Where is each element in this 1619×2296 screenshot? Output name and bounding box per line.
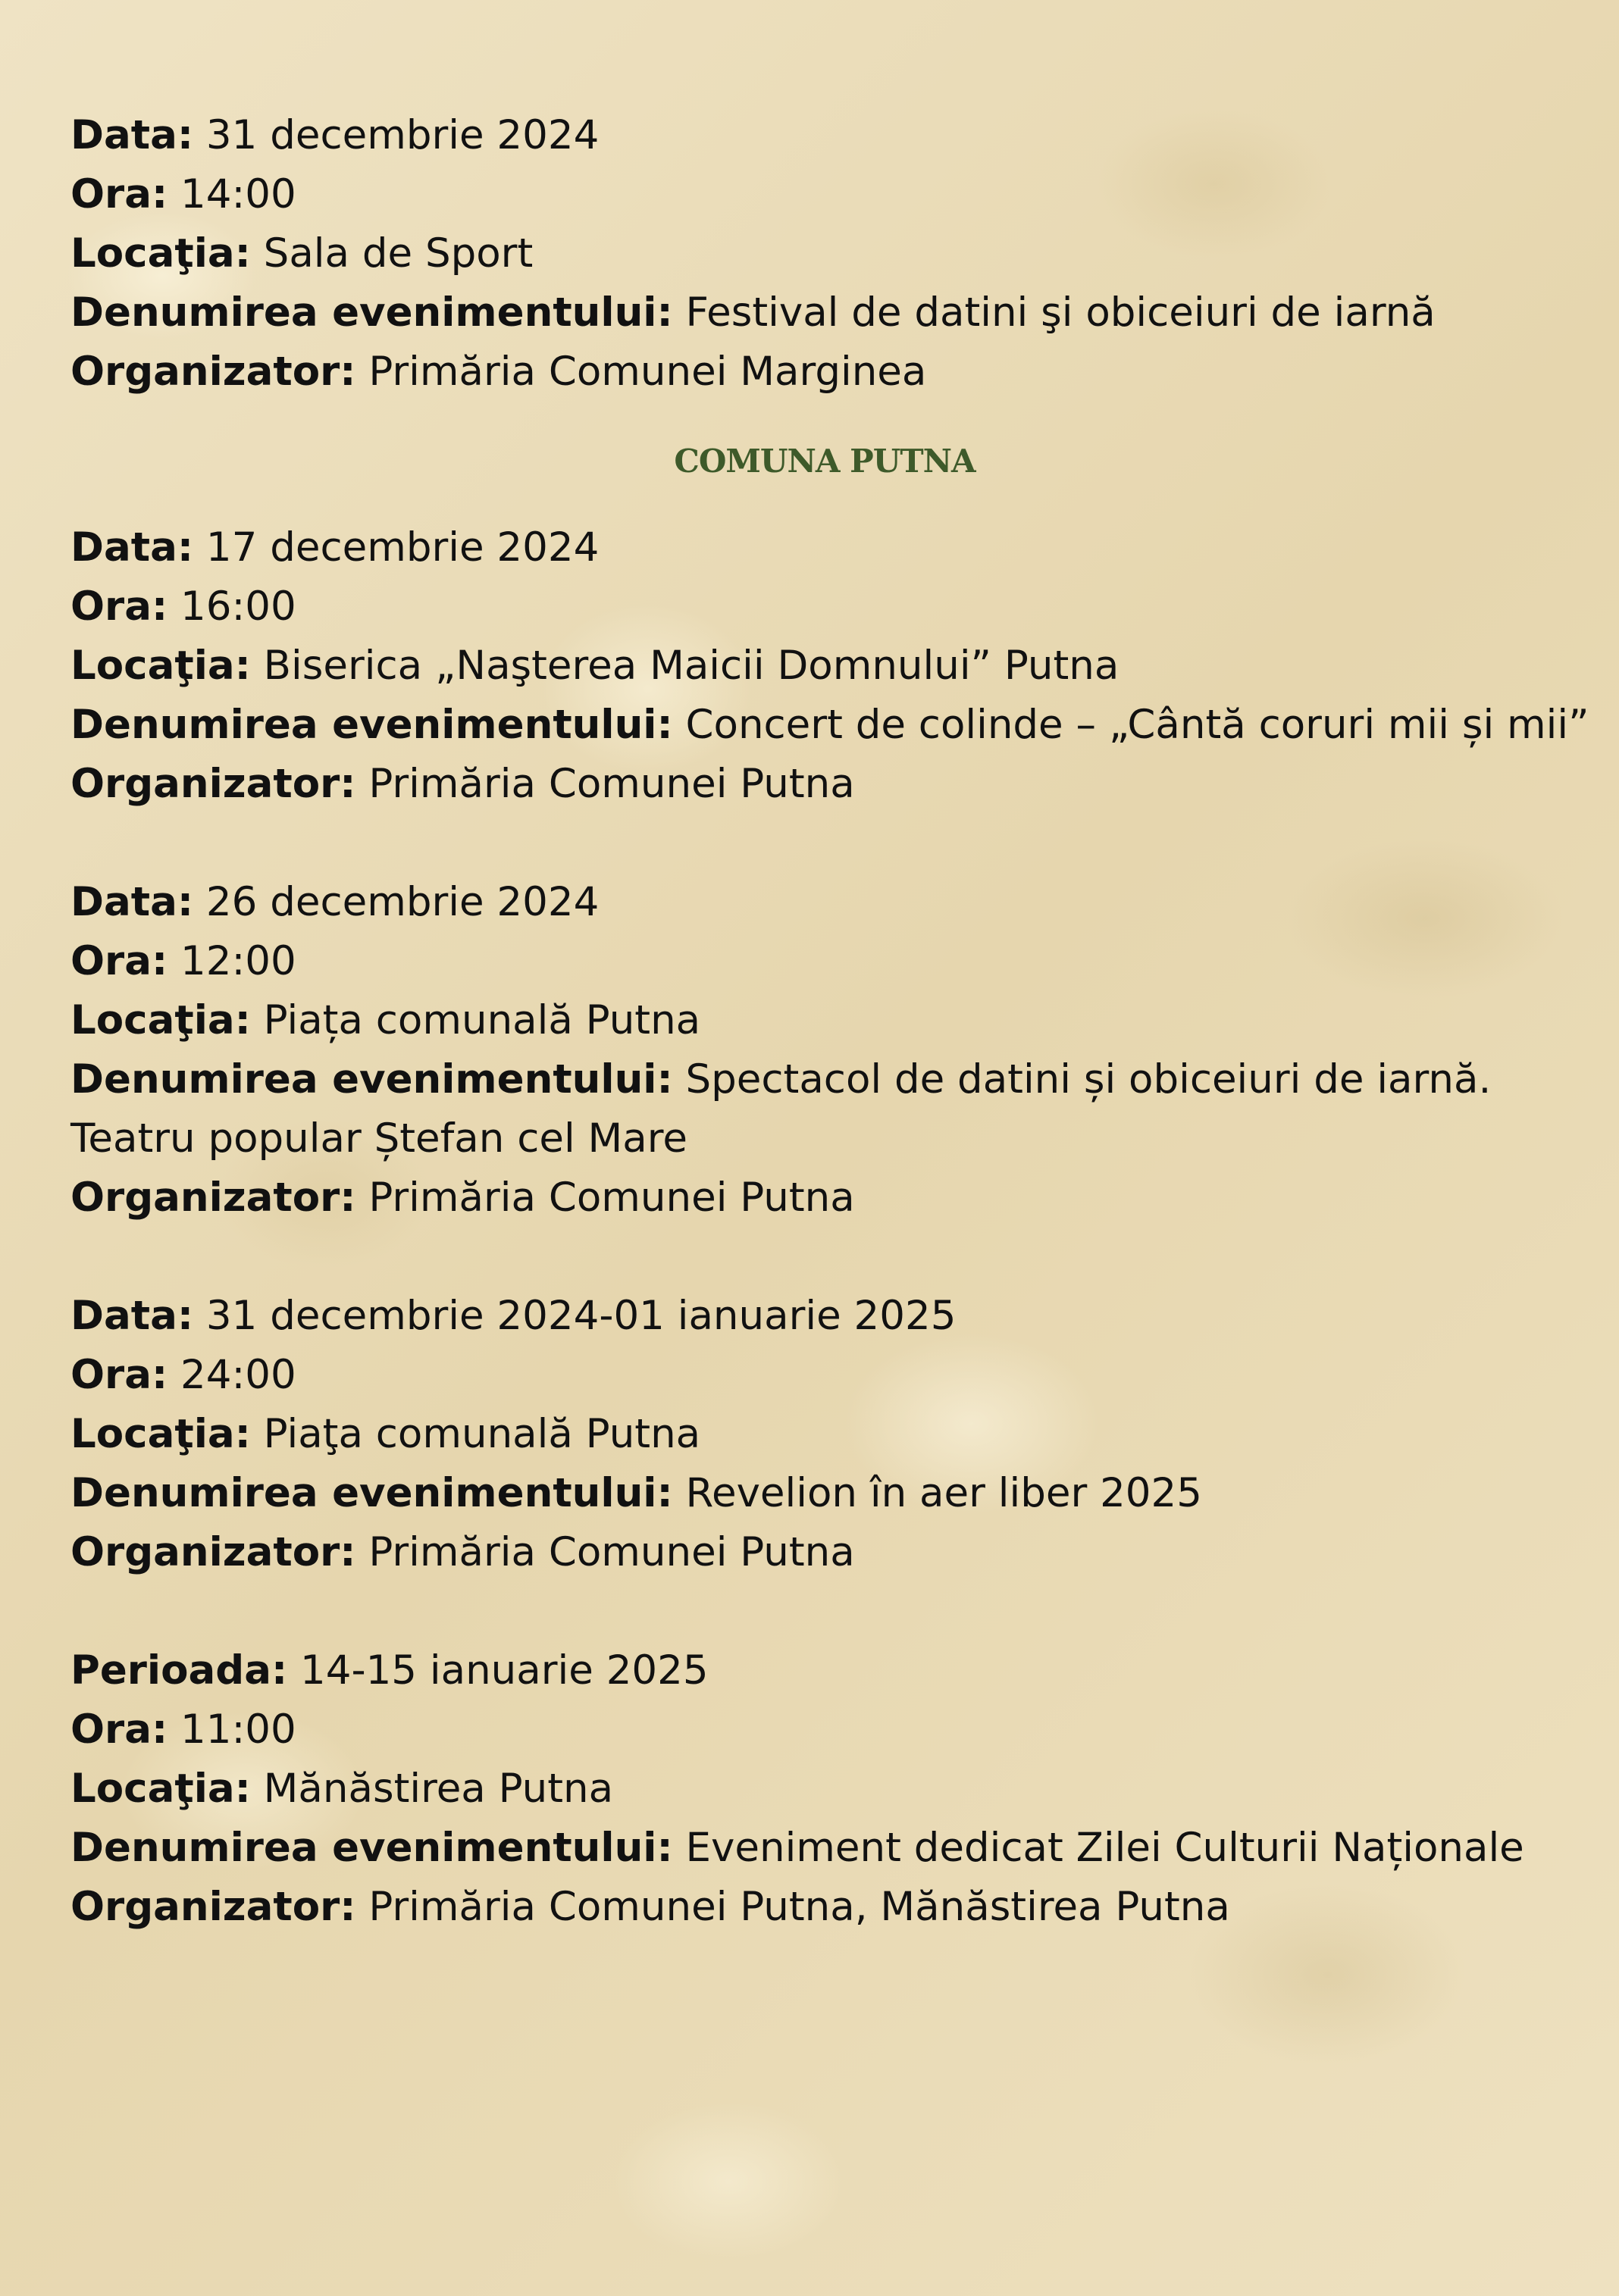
event-organizer — [70, 1878, 1579, 1937]
time-label: Ora: — [70, 171, 168, 217]
name-label: Denumirea evenimentului: — [70, 1470, 673, 1516]
name-label: Denumirea evenimentului: — [70, 1825, 673, 1871]
organizer-label: Organizator: — [70, 1884, 356, 1930]
event-organizer — [70, 1168, 1579, 1228]
time-value: 16:00 — [168, 583, 296, 630]
event-time — [70, 165, 1579, 224]
event-date — [70, 106, 1579, 165]
location-label: Locaţia: — [70, 1411, 251, 1457]
spacer — [70, 1228, 1579, 1287]
event-block — [70, 1287, 1579, 1582]
event-date — [70, 1287, 1579, 1346]
date-value: 31 decembrie 2024 — [193, 112, 600, 158]
event-date — [70, 518, 1579, 577]
event-organizer — [70, 1523, 1579, 1582]
time-value: 24:00 — [168, 1352, 296, 1398]
event-block — [70, 106, 1579, 402]
time-label: Ora: — [70, 583, 168, 630]
event-location — [70, 224, 1579, 283]
event-name — [70, 1464, 1579, 1523]
organizer-value: Primăria Comunei Putna — [355, 1175, 855, 1221]
name-label: Denumirea evenimentului: — [70, 702, 673, 748]
event-date — [70, 1641, 1579, 1700]
event-time — [70, 932, 1579, 991]
time-value: 14:00 — [168, 171, 296, 217]
location-value: Piaţa comunală Putna — [250, 1411, 701, 1457]
event-time — [70, 577, 1579, 637]
location-value: Biserica „Naşterea Maicii Domnului” Putna — [250, 643, 1120, 689]
organizer-label: Organizator: — [70, 761, 356, 807]
date-label: Perioada: — [70, 1647, 288, 1694]
location-value: Sala de Sport — [250, 230, 534, 277]
organizer-value: Primăria Comunei Putna, Mănăstirea Putna — [355, 1884, 1230, 1930]
organizer-value: Primăria Comunei Marginea — [355, 349, 927, 395]
event-location — [70, 991, 1579, 1050]
event-date — [70, 873, 1579, 932]
name-value: Spectacol de datini și obiceiuri de iarnă. Teatru popular Ștefan cel Mare — [70, 1056, 1492, 1162]
time-label: Ora: — [70, 1352, 168, 1398]
location-label: Locaţia: — [70, 643, 251, 689]
spacer — [70, 1582, 1579, 1641]
event-name — [70, 1050, 1579, 1168]
location-value: Piața comunală Putna — [250, 997, 701, 1043]
date-value: 26 decembrie 2024 — [193, 879, 600, 925]
event-name — [70, 1819, 1579, 1878]
name-label: Denumirea evenimentului: — [70, 289, 673, 336]
event-time — [70, 1346, 1579, 1405]
event-location — [70, 1405, 1579, 1464]
event-organizer — [70, 755, 1579, 814]
event-block — [70, 1641, 1579, 1937]
name-value: Revelion în aer liber 2025 — [672, 1470, 1202, 1516]
event-organizer — [70, 343, 1579, 402]
date-label: Data: — [70, 1293, 194, 1339]
date-value: 14-15 ianuarie 2025 — [287, 1647, 709, 1694]
time-value: 11:00 — [168, 1706, 296, 1753]
location-label: Locaţia: — [70, 1766, 251, 1812]
time-label: Ora: — [70, 1706, 168, 1753]
date-value: 17 decembrie 2024 — [193, 524, 600, 571]
spacer — [70, 814, 1579, 873]
event-time — [70, 1700, 1579, 1760]
organizer-label: Organizator: — [70, 1529, 356, 1575]
event-location — [70, 1760, 1579, 1819]
time-value: 12:00 — [168, 938, 296, 984]
name-value: Eveniment dedicat Zilei Culturii Naționale — [672, 1825, 1524, 1871]
event-name — [70, 283, 1579, 343]
location-label: Locaţia: — [70, 230, 251, 277]
event-block — [70, 518, 1589, 814]
organizer-label: Organizator: — [70, 349, 356, 395]
section-title: COMUNA PUTNA — [674, 443, 975, 480]
time-label: Ora: — [70, 938, 168, 984]
location-value: Mănăstirea Putna — [250, 1766, 614, 1812]
name-label: Denumirea evenimentului: — [70, 1056, 673, 1103]
event-block — [70, 873, 1579, 1228]
date-label: Data: — [70, 524, 194, 571]
name-value: Festival de datini şi obiceiuri de iarnă — [672, 289, 1436, 336]
event-name — [70, 696, 1589, 755]
organizer-value: Primăria Comunei Putna — [355, 1529, 855, 1575]
event-location — [70, 637, 1579, 696]
location-label: Locaţia: — [70, 997, 251, 1043]
name-value: Concert de colinde – „Cântă coruri mii și mii” — [672, 702, 1589, 748]
date-label: Data: — [70, 112, 194, 158]
organizer-label: Organizator: — [70, 1175, 356, 1221]
date-label: Data: — [70, 879, 194, 925]
document-page — [70, 106, 1589, 1937]
organizer-value: Primăria Comunei Putna — [355, 761, 855, 807]
date-value: 31 decembrie 2024-01 ianuarie 2025 — [193, 1293, 957, 1339]
